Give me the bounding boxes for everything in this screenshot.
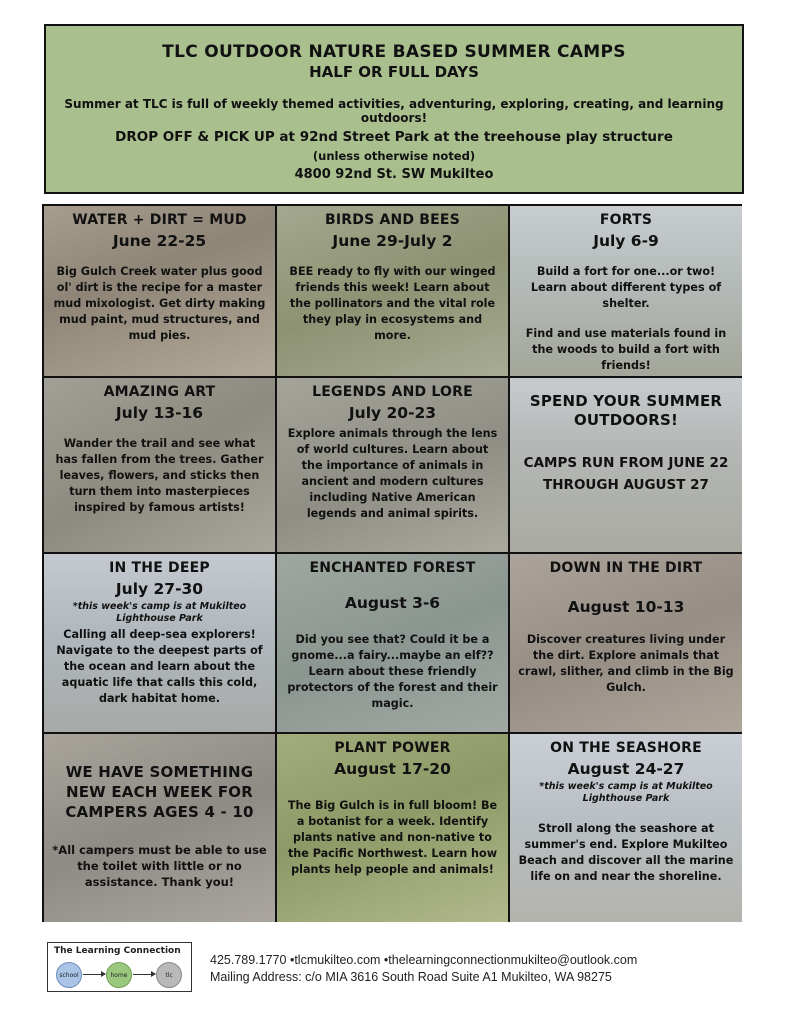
camp-date: July 20-23 bbox=[348, 404, 437, 422]
camp-grid bbox=[42, 204, 742, 922]
camp-date: June 29-July 2 bbox=[332, 232, 453, 250]
camp-date: August 3-6 bbox=[344, 594, 441, 612]
spend-title: SPEND YOUR SUMMER OUTDOORS! bbox=[529, 392, 723, 429]
camp-description: BEE ready to fly with our winged friends this week! Learn about the pollinators and the vital role they play in ecosystems and more. bbox=[289, 265, 496, 342]
logo-step-tlc: tlc bbox=[156, 962, 182, 988]
camp-description: Wander the trail and see what has fallen from the trees. Gather leaves, flowers, and sticks then turn them into masterpieces inspired by famous artists! bbox=[55, 437, 264, 514]
contact-line: 425.789.1770 •tlcmukilteo.com •thelearningconnectionmukilteo@outlook.com bbox=[210, 953, 638, 967]
logo-step-school: school bbox=[56, 962, 82, 988]
camp-location-note: *this week's camp is at Mukilteo Lighthouse Park bbox=[72, 601, 247, 624]
mailing-address: Mailing Address: c/o MIA 3616 South Road Suite A1 Mukilteo, WA 98275 bbox=[210, 970, 612, 984]
camp-date: August 10-13 bbox=[567, 598, 685, 616]
camp-title: IN THE DEEP bbox=[109, 560, 210, 576]
camp-date: July 6-9 bbox=[593, 232, 659, 250]
camp-card-deep bbox=[44, 554, 275, 732]
camp-description: The Big Gulch is in full bloom! Be a botanist for a week. Identify plants native and non-native to the Pacific Northwest. Learn how plants help people and animals! bbox=[287, 799, 498, 876]
camp-date: July 13-16 bbox=[115, 404, 204, 422]
camp-card-forts bbox=[510, 206, 742, 376]
camp-title: AMAZING ART bbox=[103, 384, 216, 400]
camp-date: August 24-27 bbox=[567, 760, 685, 778]
camp-description: Did you see that? Could it be a gnome...a fairy...maybe an elf?? Learn about these friendly protectors of the forest and their magic. bbox=[287, 633, 498, 710]
camp-card-dirt bbox=[510, 554, 742, 732]
camp-title: WATER + DIRT = MUD bbox=[72, 212, 247, 228]
camp-date: June 22-25 bbox=[112, 232, 207, 250]
header-banner bbox=[44, 24, 744, 194]
camp-card-art bbox=[44, 378, 275, 552]
title-line1: TLC OUTDOOR NATURE BASED SUMMER CAMPS bbox=[162, 42, 626, 62]
camp-description: Build a fort for one...or two! Learn about different types of shelter. bbox=[530, 265, 722, 310]
camp-description: Calling all deep-sea explorers! Navigate to the deepest parts of the ocean and learn about the aquatic life that calls this cold, dark habitat home. bbox=[56, 628, 263, 705]
camp-description: Discover creatures living under the dirt. Explore animals that crawl, slither, and climb in the Big Gulch. bbox=[518, 633, 734, 694]
footer-contact bbox=[210, 952, 750, 986]
logo-step-home: home bbox=[106, 962, 132, 988]
toilet-note: *All campers must be able to use the toilet with little or no assistance. Thank you! bbox=[52, 843, 267, 889]
address-text: 4800 92nd St. SW Mukilteo bbox=[294, 167, 494, 182]
title-line2: HALF OR FULL DAYS bbox=[309, 63, 479, 81]
spend-summer-card bbox=[510, 378, 742, 552]
camp-card-birds-bees bbox=[277, 206, 508, 376]
camp-card-legends bbox=[277, 378, 508, 552]
camps-run-text: CAMPS RUN FROM JUNE 22 THROUGH AUGUST 27 bbox=[523, 455, 729, 493]
camp-description: Stroll along the seashore at summer's end. Explore Mukilteo Beach and discover all the marine life on and near the shoreline. bbox=[518, 822, 734, 883]
camp-title: PLANT POWER bbox=[334, 740, 451, 756]
intro-text: Summer at TLC is full of weekly themed activities, adventuring, exploring, creating, and learning outdoors! bbox=[64, 97, 724, 125]
camp-description: Big Gulch Creek water plus good ol' dirt is the recipe for a master mud mixologist. Get dirty making mud paint, mud structures, and mud pies. bbox=[53, 265, 266, 342]
camp-date: July 27-30 bbox=[115, 580, 204, 598]
camp-title: ENCHANTED FOREST bbox=[309, 560, 476, 576]
dropoff-text: DROP OFF & PICK UP at 92nd Street Park at the treehouse play structure bbox=[115, 129, 673, 145]
camp-description-2: Find and use materials found in the woods to build a fort with friends! bbox=[525, 327, 727, 372]
camp-title: ON THE SEASHORE bbox=[550, 740, 702, 756]
tlc-logo bbox=[47, 942, 192, 992]
new-each-week-card bbox=[44, 734, 275, 922]
camp-location-note: *this week's camp is at Mukilteo Lighthouse Park bbox=[539, 781, 713, 804]
camp-card-plant bbox=[277, 734, 508, 922]
camp-title: FORTS bbox=[599, 212, 653, 228]
camp-card-mud bbox=[44, 206, 275, 376]
camp-card-forest bbox=[277, 554, 508, 732]
camp-date: August 17-20 bbox=[334, 760, 451, 778]
camp-description: Explore animals through the lens of world cultures. Learn about the importance of animals in ancient and modern cultures including Native American legends and animal spirits. bbox=[287, 427, 498, 520]
camp-title: DOWN IN THE DIRT bbox=[549, 560, 703, 576]
noted-text: (unless otherwise noted) bbox=[312, 149, 476, 163]
camp-card-seashore bbox=[510, 734, 742, 922]
camp-title: BIRDS AND BEES bbox=[325, 212, 460, 228]
logo-title: The Learning Connection bbox=[54, 946, 181, 956]
camp-title: LEGENDS AND LORE bbox=[312, 384, 473, 400]
new-each-week-title: WE HAVE SOMETHING NEW EACH WEEK FOR CAMPERS AGES 4 - 10 bbox=[65, 763, 254, 821]
